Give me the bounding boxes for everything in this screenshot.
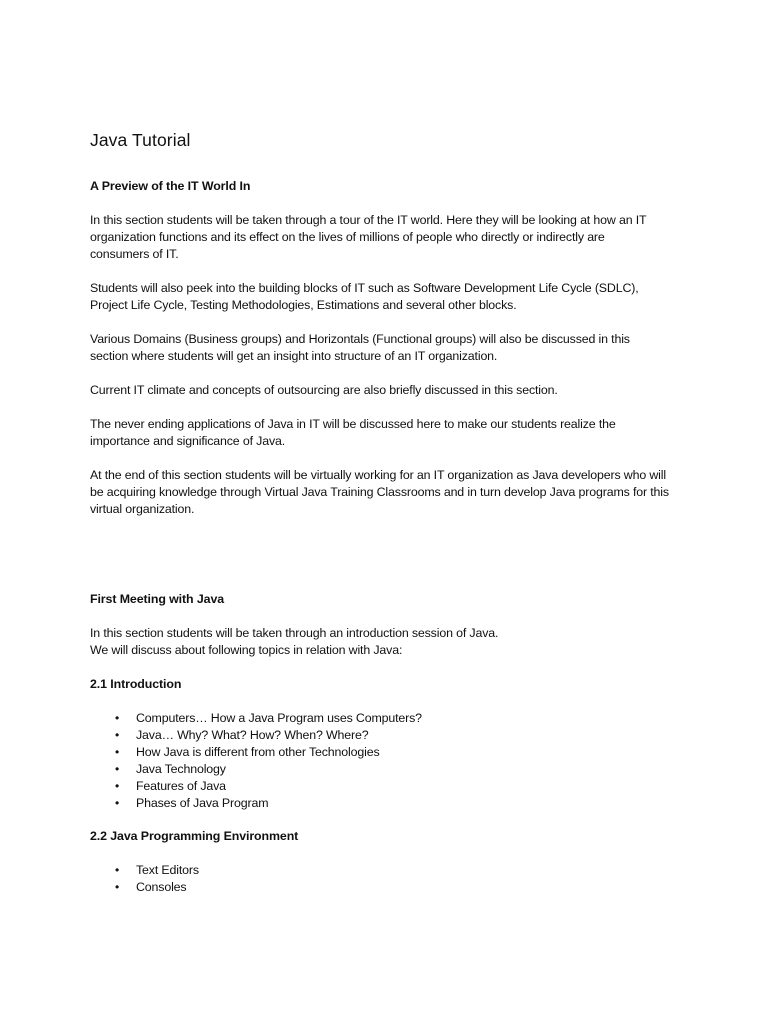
list-item-text: Consoles [136, 880, 187, 894]
intro-paragraph [90, 625, 680, 659]
list-item [90, 879, 680, 896]
paragraph: At the end of this section students will be virtually working for an IT organization as Java developers who will be acquiring knowledge through Virtual Java Training Classrooms and in turn develop Java programs for this virtual organization. [90, 468, 669, 516]
bullet-icon: • [115, 863, 120, 877]
paragraph: Current IT climate and concepts of outsourcing are also briefly discussed in this section. [90, 383, 558, 397]
intro-line: In this section students will be taken through an introduction session of Java. [90, 626, 499, 640]
intro-line: We will discuss about following topics in relation with Java: [90, 643, 403, 657]
paragraph: In this section students will be taken through a tour of the IT world. Here they will be looking at how an IT organization functions and its effect on the lives of millions of people who directly or indirectly are consumers of IT. [90, 213, 647, 261]
section-heading-it-world: A Preview of the IT World In [90, 179, 251, 193]
list-item [90, 710, 680, 727]
subsection-heading-programming-environment: 2.2 Java Programming Environment [90, 829, 299, 843]
list-item [90, 727, 680, 744]
list-item [90, 862, 680, 879]
bullet-icon: • [115, 880, 120, 894]
introduction-topic-list [90, 710, 680, 812]
bullet-icon: • [115, 762, 120, 776]
bullet-icon: • [115, 728, 120, 742]
document-content [90, 129, 680, 912]
paragraph: Students will also peek into the building blocks of IT such as Software Development Life Cycle (SDLC), Project Life Cycle, Testing Methodologies, Estimations and several other blocks. [90, 281, 639, 312]
bullet-icon: • [115, 796, 120, 810]
list-item [90, 761, 680, 778]
list-item-text: Features of Java [136, 779, 226, 793]
list-item-text: Text Editors [136, 863, 199, 877]
bullet-icon: • [115, 779, 120, 793]
list-item-text: Java Technology [136, 762, 226, 776]
list-item [90, 744, 680, 761]
document-title: Java Tutorial [90, 130, 191, 150]
list-item-text: Computers… How a Java Program uses Computers? [136, 711, 422, 725]
list-item-text: Java… Why? What? How? When? Where? [136, 728, 369, 742]
list-item-text: Phases of Java Program [136, 796, 269, 810]
environment-topic-list [90, 862, 680, 896]
paragraph: The never ending applications of Java in IT will be discussed here to make our students realize the importance and significance of Java. [90, 417, 616, 448]
bullet-icon: • [115, 745, 120, 759]
bullet-icon: • [115, 711, 120, 725]
list-item [90, 778, 680, 795]
list-item [90, 795, 680, 812]
list-item-text: How Java is different from other Technologies [136, 745, 380, 759]
paragraph: Various Domains (Business groups) and Horizontals (Functional groups) will also be discussed in this section where students will get an insight into structure of an IT organization. [90, 332, 630, 363]
spacer [90, 535, 680, 591]
subsection-heading-introduction: 2.1 Introduction [90, 677, 182, 691]
section-heading-first-meeting: First Meeting with Java [90, 592, 225, 606]
